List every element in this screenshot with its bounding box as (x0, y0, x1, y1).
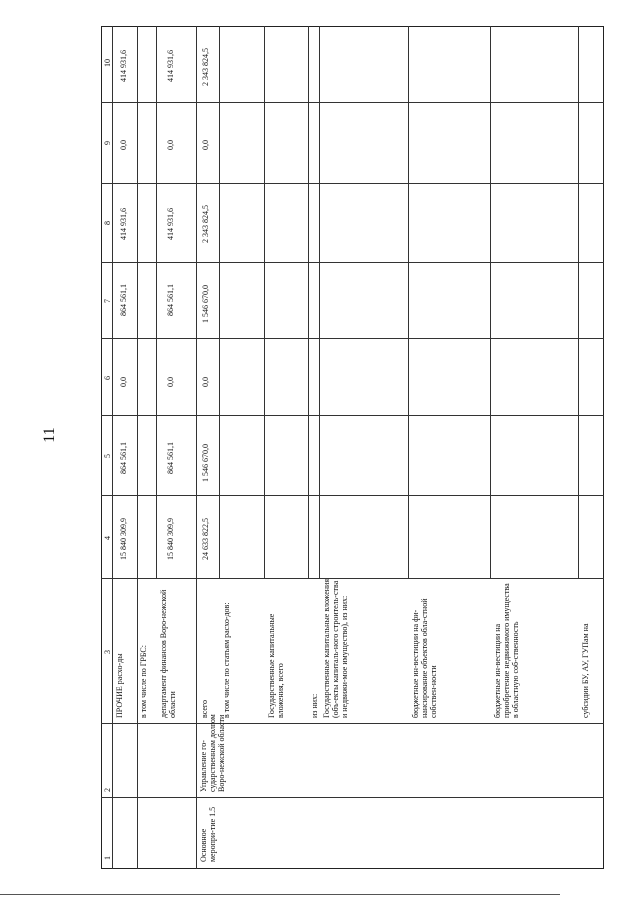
prochie-col6: 0,0 (119, 377, 128, 387)
header-col-7: 7 (103, 299, 112, 303)
row-divider (264, 26, 265, 579)
header-col-1: 1 (103, 856, 112, 860)
row-divider (578, 26, 579, 579)
header-col-6: 6 (103, 376, 112, 380)
prochie-col4: 15 840 309,9 (119, 518, 128, 560)
kapvl-label: Государственные капитальные вложения, всего (267, 613, 285, 718)
measure-title: Управление го-сударственным долгом Воро-нежской области (199, 714, 226, 792)
depfin-col8: 414 931,6 (166, 208, 175, 240)
depfin-label: департамент финансов Воро-нежской области (159, 589, 177, 718)
row-divider (308, 26, 309, 579)
prochie-col5: 864 561,1 (119, 442, 128, 474)
vsego-col4: 24 633 822,5 (201, 518, 210, 560)
row-divider (196, 26, 197, 869)
row-divider (408, 26, 409, 579)
row-divider (490, 26, 491, 579)
document-table (101, 26, 604, 869)
header-col-2: 2 (103, 788, 112, 792)
vsego-col9: 0,0 (201, 140, 210, 150)
bottom-rule (0, 894, 560, 895)
vsego-label: всего (200, 699, 209, 718)
col-divider (101, 183, 604, 184)
header-col-5: 5 (103, 454, 112, 458)
depfin-col4: 15 840 309,9 (166, 518, 175, 560)
row-divider (219, 26, 220, 579)
col-divider (101, 723, 604, 724)
row-divider (137, 26, 138, 869)
header-col-10: 10 (103, 59, 112, 67)
subsidii-label: субсидии БУ, АУ, ГУПам на (581, 623, 590, 718)
header-col-4: 4 (103, 536, 112, 540)
prochie-col7: 864 561,1 (119, 284, 128, 316)
prochie-col8: 414 931,6 (119, 208, 128, 240)
depfin-col5: 864 561,1 (166, 442, 175, 474)
vsego-col8: 2 343 824,5 (201, 205, 210, 243)
col-divider (101, 262, 604, 263)
row-divider (156, 26, 157, 579)
row-divider (112, 26, 113, 869)
col-divider (101, 495, 604, 496)
statiam-label: в том числе по статьям расхо-дов: (222, 602, 231, 718)
grbs-label: в том числе по ГРБС: (139, 645, 148, 718)
page-number: 11 (41, 427, 58, 443)
budget-acq-label: бюджетные ин-вестиции на приобретение недвижимого имущества в областную соб-ственность (493, 583, 520, 718)
col-divider (101, 338, 604, 339)
row-divider (319, 26, 320, 579)
col-divider (101, 415, 604, 416)
measure-number: Основное меропри-тие 1.5 (199, 806, 217, 862)
header-col-3: 3 (103, 650, 112, 654)
vsego-col7: 1 546 670,0 (201, 285, 210, 323)
prochie-col10: 414 931,6 (119, 50, 128, 82)
header-col-8: 8 (103, 221, 112, 225)
vsego-col5: 1 546 670,0 (201, 444, 210, 482)
depfin-col7: 864 561,1 (166, 284, 175, 316)
depfin-col6: 0,0 (166, 377, 175, 387)
budget-fin-label: бюджетные ин-вестиции на фи-нансирование объектов обла-стной собствен-ности (411, 598, 438, 718)
depfin-col9: 0,0 (166, 140, 175, 150)
iznih1-label: из них: (310, 693, 319, 718)
vsego-col10: 2 343 824,5 (201, 48, 210, 86)
col-divider (101, 797, 604, 798)
col-divider (101, 102, 604, 103)
prochie-label: ПРОЧИЕ расхо-ды (115, 653, 124, 718)
vsego-col6: 0,0 (201, 377, 210, 387)
depfin-col10: 414 931,6 (166, 50, 175, 82)
kapvl-obj-label: Государственные капитальные вложения (объ-екты капиталь-ного строитель-ства и недвижи-мое имущество), из них: (322, 578, 349, 718)
prochie-col9: 0,0 (119, 140, 128, 150)
header-col-9: 9 (103, 141, 112, 145)
